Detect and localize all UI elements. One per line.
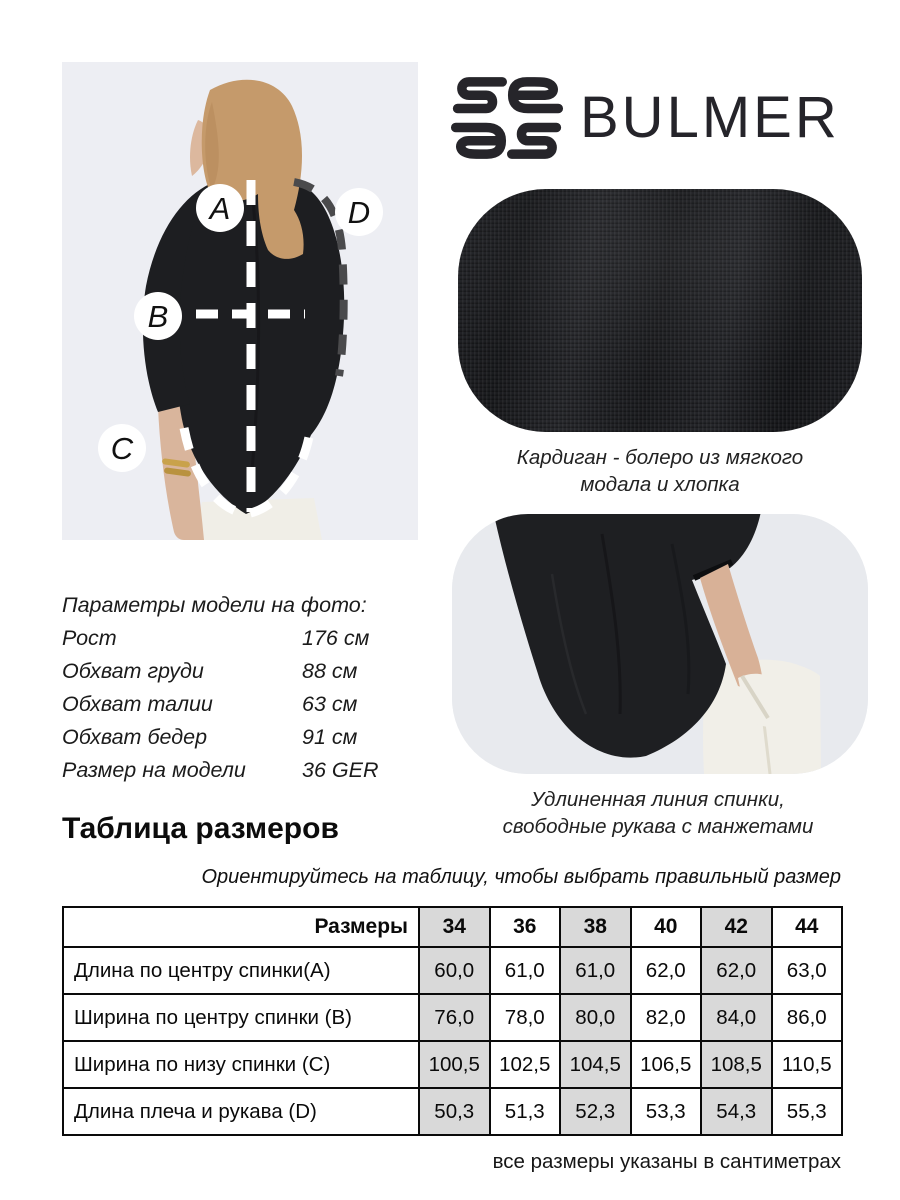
size-column-34: 34 <box>419 907 490 947</box>
measurement-value: 60,0 <box>419 947 490 994</box>
param-value: 176 см <box>302 626 370 650</box>
size-table-title: Таблица размеров <box>62 812 339 845</box>
param-row <box>62 721 442 754</box>
model-parameters-title: Параметры модели на фото: <box>62 592 367 617</box>
size-column-44: 44 <box>772 907 843 947</box>
param-value: 63 см <box>302 692 358 716</box>
measurement-label: Ширина по центру спинки (B) <box>63 994 419 1041</box>
brand-monogram-icon <box>450 69 564 167</box>
table-row <box>63 1088 842 1135</box>
measure-badge-d <box>335 188 383 236</box>
back-view-photo <box>452 514 868 774</box>
measurement-value: 53,3 <box>631 1088 702 1135</box>
measurement-value: 61,0 <box>560 947 631 994</box>
measurement-value: 86,0 <box>772 994 843 1041</box>
units-footnote: все размеры указаны в сантиметрах <box>492 1150 841 1173</box>
measurement-value: 62,0 <box>701 947 772 994</box>
fabric-texture <box>458 189 862 432</box>
measurement-label: Ширина по низу спинки (C) <box>63 1041 419 1088</box>
size-table-header-row <box>63 907 842 947</box>
param-value: 36 GER <box>302 758 379 782</box>
measurement-value: 110,5 <box>772 1041 843 1088</box>
size-table-subtitle: Ориентируйтесь на таблицу, чтобы выбрать правильный размер <box>201 866 841 888</box>
measurement-diagram <box>62 62 418 540</box>
measurement-value: 106,5 <box>631 1041 702 1088</box>
back-caption <box>438 786 878 840</box>
size-column-38: 38 <box>560 907 631 947</box>
param-label: Обхват талии <box>62 692 213 716</box>
measurement-value: 102,5 <box>490 1041 561 1088</box>
sizes-header-label: Размеры <box>63 907 419 947</box>
measurement-value: 100,5 <box>419 1041 490 1088</box>
param-label: Рост <box>62 626 117 650</box>
measurement-value: 50,3 <box>419 1088 490 1135</box>
param-label: Обхват бедер <box>62 725 208 749</box>
param-row <box>62 688 442 721</box>
param-label: Размер на модели <box>62 758 246 782</box>
brand-name: BULMER <box>580 85 840 150</box>
measure-badge-a <box>196 184 244 232</box>
model-parameters-list <box>62 622 442 787</box>
size-column-40: 40 <box>631 907 702 947</box>
measurement-value: 80,0 <box>560 994 631 1041</box>
svg-text:C: C <box>110 431 134 466</box>
measurement-value: 52,3 <box>560 1088 631 1135</box>
measurement-value: 54,3 <box>701 1088 772 1135</box>
size-column-42: 42 <box>701 907 772 947</box>
measurement-value: 51,3 <box>490 1088 561 1135</box>
brand-header <box>450 66 864 170</box>
svg-text:B: B <box>147 299 169 334</box>
table-row <box>63 947 842 994</box>
measurement-value: 104,5 <box>560 1041 631 1088</box>
measurement-value: 61,0 <box>490 947 561 994</box>
param-row <box>62 622 442 655</box>
measure-badge-b <box>134 292 182 340</box>
svg-text:D: D <box>347 195 371 230</box>
param-row <box>62 754 442 787</box>
measurement-value: 78,0 <box>490 994 561 1041</box>
size-column-36: 36 <box>490 907 561 947</box>
fabric-caption-line2: модала и хлопка <box>580 473 740 497</box>
table-row <box>63 994 842 1041</box>
table-row <box>63 1041 842 1088</box>
measurement-value: 76,0 <box>419 994 490 1041</box>
measurement-value: 82,0 <box>631 994 702 1041</box>
param-value: 91 см <box>302 725 358 749</box>
measure-badge-c <box>98 424 146 472</box>
back-view-illustration <box>452 514 868 774</box>
measurement-value: 108,5 <box>701 1041 772 1088</box>
measurement-value: 62,0 <box>631 947 702 994</box>
measurement-label: Длина по центру спинки(A) <box>63 947 419 994</box>
param-label: Обхват груди <box>62 659 204 683</box>
fabric-caption-line1: Кардиган - болеро из мягкого <box>516 446 804 469</box>
fabric-caption <box>450 444 870 498</box>
measurement-value: 84,0 <box>701 994 772 1041</box>
back-caption-line1: Удлиненная линия спинки, <box>531 788 785 811</box>
param-row <box>62 655 442 688</box>
model-parameters <box>62 588 442 787</box>
param-value: 88 см <box>302 659 358 683</box>
measurement-value: 55,3 <box>772 1088 843 1135</box>
fabric-closeup-photo <box>458 189 862 432</box>
measurement-photo <box>62 62 418 540</box>
measurement-label: Длина плеча и рукава (D) <box>63 1088 419 1135</box>
measurement-value: 63,0 <box>772 947 843 994</box>
svg-text:A: A <box>209 191 231 226</box>
size-table <box>62 906 843 1136</box>
back-caption-line2: свободные рукава с манжетами <box>502 815 814 839</box>
